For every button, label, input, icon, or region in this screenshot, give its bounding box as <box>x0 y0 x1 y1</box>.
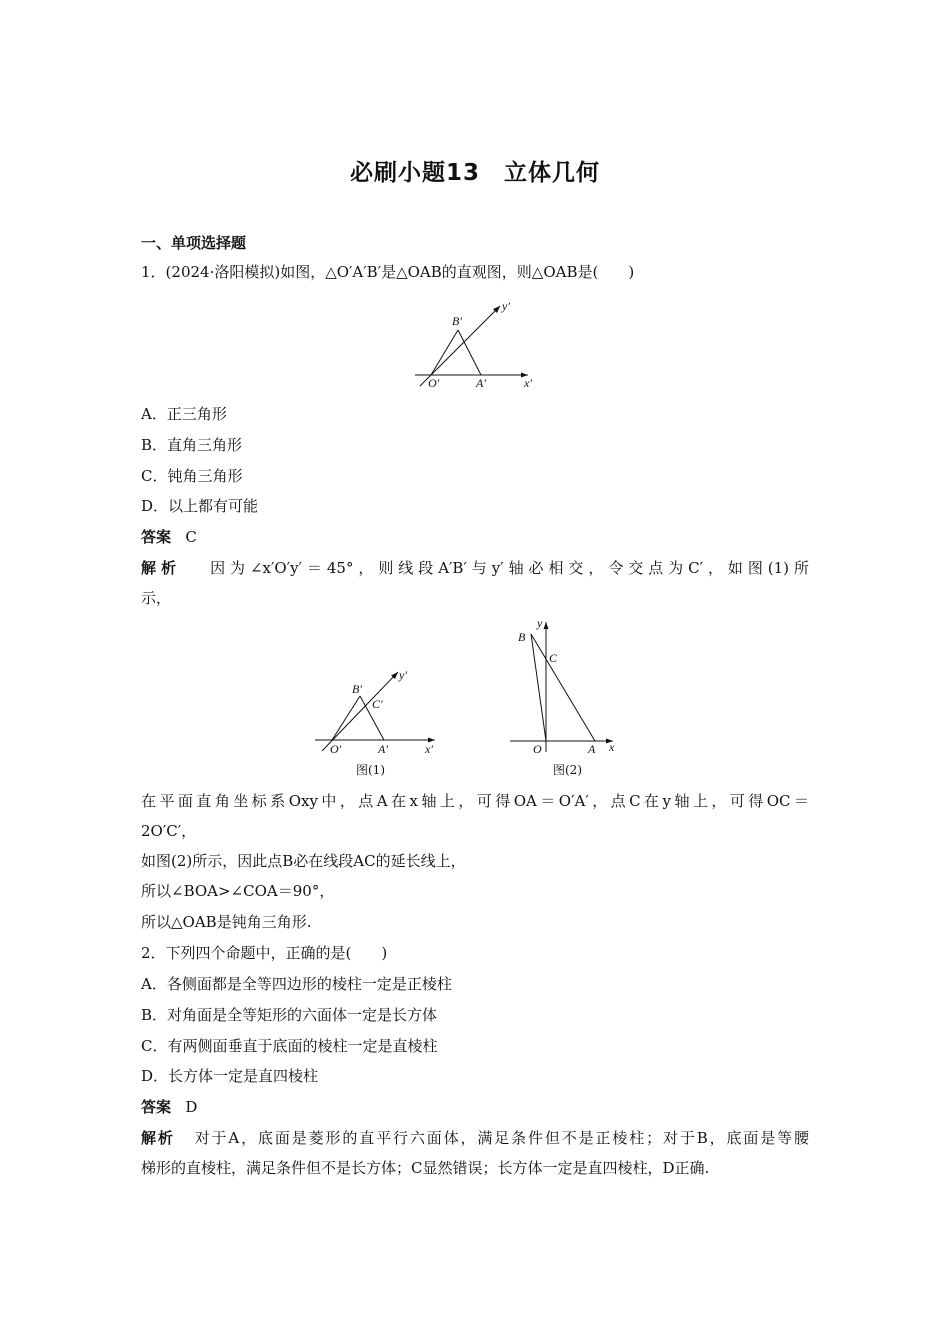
section-heading: 一、单项选择题 <box>141 234 247 252</box>
figure-1-caption: 图(1) <box>356 763 385 777</box>
analysis-text: 因为∠x′O′y′＝45°，则线段A′B′与y′轴必相交，令交点为C′，如图(1)所 <box>210 559 809 577</box>
q2-option-a: A．各侧面都是全等四边形的棱柱一定是正棱柱 <box>141 975 452 993</box>
q2-option-c: C．有两侧面垂直于底面的棱柱一定是直棱柱 <box>141 1037 438 1055</box>
analysis-text: 对于A，底面是菱形的直平行六面体，满足条件但不是正棱柱；对于B，底面是等腰 <box>194 1129 809 1147</box>
figure-2-caption: 图(2) <box>553 763 582 777</box>
q2-analysis-line-1 <box>141 1128 809 1148</box>
label-o-prime: O′ <box>428 376 440 390</box>
segment-b-a <box>531 634 595 741</box>
analysis-label: 解析 <box>141 1129 175 1147</box>
label-c: C <box>549 651 558 665</box>
q2-option-d: D．长方体一定是直四棱柱 <box>141 1067 319 1085</box>
q2-option-b: B．对角面是全等矩形的六面体一定是长方体 <box>141 1006 438 1024</box>
q1-option-d: D．以上都有可能 <box>141 497 259 515</box>
label-o: O <box>533 742 542 756</box>
q1-solution-line-5: 所以△OAB是钝角三角形. <box>141 913 312 931</box>
label-c-prime: C′ <box>372 697 383 711</box>
q1-analysis-line-2: 示， <box>141 589 172 607</box>
page-title: 必刷小题13 立体几何 <box>349 160 600 186</box>
label-x-prime: x′ <box>524 376 532 390</box>
q1-option-a: A．正三角形 <box>141 405 227 423</box>
label-a: A <box>588 742 596 756</box>
label-a-prime: A′ <box>378 742 388 756</box>
label-x-prime: x′ <box>425 742 433 756</box>
answer-label: 答案 <box>141 1098 172 1116</box>
label-y-prime: y′ <box>502 299 510 313</box>
q1-option-c: C．钝角三角形 <box>141 467 243 485</box>
q1-solution-line-3: 如图(2)所示，因此点B必在线段AC的延长线上， <box>141 852 466 870</box>
figure-oblique-triangle <box>410 298 550 394</box>
label-y: y <box>537 616 543 630</box>
question-1-stem: 1．(2024·洛阳模拟)如图，△O′A′B′是△OAB的直观图，则△OAB是( ) <box>141 263 635 281</box>
q1-analysis-line-1 <box>141 558 809 578</box>
label-b: B <box>518 630 526 644</box>
answer-value: D <box>185 1098 198 1116</box>
label-b-prime: B′ <box>452 314 462 328</box>
q1-option-b: B．直角三角形 <box>141 436 243 454</box>
analysis-label: 解析 <box>141 559 181 577</box>
y-axis-arrow <box>544 622 549 629</box>
label-b-prime: B′ <box>352 682 362 696</box>
segment-o-b <box>332 696 360 740</box>
label-x: x <box>609 740 615 754</box>
q2-answer <box>141 1097 197 1117</box>
label-y-prime: y′ <box>399 668 407 682</box>
figure-2 <box>505 614 625 782</box>
q1-solution-line-1: 在平面直角坐标系Oxy中，点A在x轴上，可得OA＝O′A′，点C在y轴上，可得OC＝ <box>141 792 809 810</box>
label-o-prime: O′ <box>330 742 342 756</box>
q1-solution-line-2: 2O′C′， <box>141 822 197 840</box>
answer-label: 答案 <box>141 528 172 546</box>
q1-solution-line-4: 所以∠BOA>∠COA＝90°， <box>141 882 335 900</box>
segment-o-b <box>531 634 546 741</box>
q1-answer <box>141 527 197 547</box>
figure-1 <box>310 660 445 782</box>
label-a-prime: A′ <box>476 376 486 390</box>
question-2-stem: 2．下列四个命题中，正确的是( ) <box>141 944 388 962</box>
q2-analysis-line-2: 梯形的直棱柱，满足条件但不是长方体；C显然错误；长方体一定是直四棱柱，D正确. <box>141 1159 710 1177</box>
answer-value: C <box>185 528 197 546</box>
